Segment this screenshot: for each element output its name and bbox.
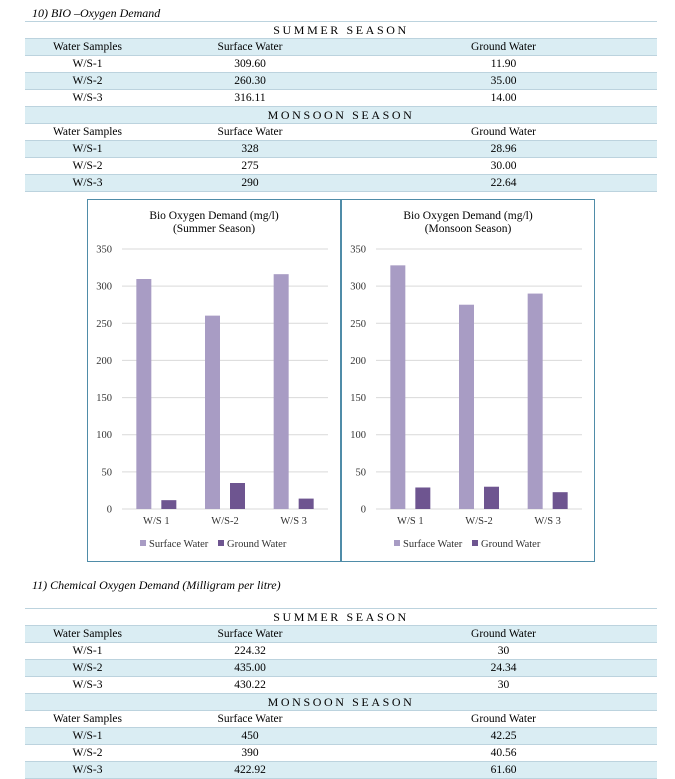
- bar-ground-water: [161, 500, 176, 509]
- sample-cell: W/S-3: [25, 677, 150, 694]
- season-row-monsoon: [25, 107, 657, 124]
- table-row: [25, 762, 657, 779]
- x-tick-label: W/S-2: [465, 516, 493, 527]
- bar-surface-water: [528, 294, 543, 509]
- surface-cell: 290: [150, 175, 350, 192]
- table-row: [25, 728, 657, 745]
- bar-ground-water: [230, 483, 245, 509]
- table-row: [25, 158, 657, 175]
- surface-cell: 390: [150, 745, 350, 762]
- cod-table: [25, 608, 657, 779]
- legend-label: Surface Water: [149, 539, 209, 550]
- sample-cell: W/S-2: [25, 158, 150, 175]
- season-row-summer: [25, 609, 657, 626]
- table-row: [25, 73, 657, 90]
- ground-cell: 24.34: [350, 660, 657, 677]
- sample-cell: W/S-1: [25, 643, 150, 660]
- sample-cell: W/S-1: [25, 56, 150, 73]
- x-tick-label: W/S 3: [534, 516, 561, 527]
- x-tick-label: W/S 1: [397, 516, 424, 527]
- bod-monsoon-chart-svg: [342, 200, 594, 561]
- surface-cell: 328: [150, 141, 350, 158]
- bar-surface-water: [136, 279, 151, 509]
- surface-cell: 435.00: [150, 660, 350, 677]
- col-header-ground: Ground Water: [350, 626, 657, 643]
- ground-cell: 30: [350, 643, 657, 660]
- legend-label: Ground Water: [227, 539, 287, 550]
- surface-cell: 450: [150, 728, 350, 745]
- bar-surface-water: [390, 265, 405, 509]
- surface-cell: 430.22: [150, 677, 350, 694]
- col-header-ground: Ground Water: [350, 124, 657, 141]
- y-tick-label: 200: [96, 355, 112, 367]
- legend-swatch: [218, 540, 224, 546]
- col-header-surface: Surface Water: [150, 124, 350, 141]
- bar-ground-water: [484, 487, 499, 509]
- table-row: [25, 90, 657, 107]
- table-row: [25, 56, 657, 73]
- section-10-heading: 10) BIO –Oxygen Demand: [32, 6, 161, 20]
- y-tick-label: 250: [96, 318, 112, 330]
- y-tick-label: 200: [350, 355, 366, 367]
- ground-cell: 22.64: [350, 175, 657, 192]
- sample-cell: W/S-3: [25, 762, 150, 779]
- chart-subtitle: (Summer Season): [172, 223, 256, 235]
- col-header-surface: Surface Water: [150, 626, 350, 643]
- col-header-samples: Water Samples: [25, 711, 150, 728]
- table-header-row: [25, 626, 657, 643]
- ground-cell: 35.00: [350, 73, 657, 90]
- season-row-summer: [25, 22, 657, 39]
- y-tick-label: 150: [350, 393, 366, 405]
- chart-title: Bio Oxygen Demand (mg/l): [403, 210, 533, 222]
- surface-cell: 316.11: [150, 90, 350, 107]
- ground-cell: 61.60: [350, 762, 657, 779]
- ground-cell: 11.90: [350, 56, 657, 73]
- y-tick-label: 350: [96, 244, 112, 256]
- chart-subtitle: (Monsoon Season): [424, 223, 512, 235]
- legend-label: Ground Water: [481, 539, 541, 550]
- bod-table: [25, 21, 657, 192]
- y-tick-label: 300: [96, 281, 112, 293]
- bar-ground-water: [553, 492, 568, 509]
- x-tick-label: W/S 3: [280, 516, 307, 527]
- surface-cell: 309.60: [150, 56, 350, 73]
- table-header-row: [25, 711, 657, 728]
- y-tick-label: 100: [96, 430, 112, 442]
- season-label: MONSOON SEASON: [25, 694, 657, 711]
- season-label: SUMMER SEASON: [25, 609, 657, 626]
- bod-monsoon-chart: [341, 199, 595, 562]
- y-tick-label: 150: [96, 393, 112, 405]
- surface-cell: 260.30: [150, 73, 350, 90]
- y-tick-label: 350: [350, 244, 366, 256]
- y-tick-label: 250: [350, 318, 366, 330]
- season-label: SUMMER SEASON: [25, 22, 657, 39]
- table-row: [25, 175, 657, 192]
- col-header-samples: Water Samples: [25, 124, 150, 141]
- col-header-samples: Water Samples: [25, 626, 150, 643]
- season-row-monsoon: [25, 694, 657, 711]
- col-header-ground: Ground Water: [350, 711, 657, 728]
- y-tick-label: 100: [350, 430, 366, 442]
- season-label: MONSOON SEASON: [25, 107, 657, 124]
- x-tick-label: W/S 1: [143, 516, 170, 527]
- legend-label: Surface Water: [403, 539, 463, 550]
- table-row: [25, 660, 657, 677]
- bar-surface-water: [274, 274, 289, 509]
- table-row: [25, 745, 657, 762]
- bar-ground-water: [415, 487, 430, 509]
- surface-cell: 275: [150, 158, 350, 175]
- col-header-ground: Ground Water: [350, 39, 657, 56]
- chart-title: Bio Oxygen Demand (mg/l): [149, 210, 279, 222]
- ground-cell: 30.00: [350, 158, 657, 175]
- bar-ground-water: [299, 499, 314, 509]
- y-tick-label: 50: [355, 467, 366, 479]
- sample-cell: W/S-2: [25, 745, 150, 762]
- surface-cell: 422.92: [150, 762, 350, 779]
- y-tick-label: 300: [350, 281, 366, 293]
- legend-swatch: [394, 540, 400, 546]
- ground-cell: 28.96: [350, 141, 657, 158]
- bar-surface-water: [205, 316, 220, 509]
- table-header-row: [25, 124, 657, 141]
- y-tick-label: 0: [360, 504, 366, 516]
- surface-cell: 224.32: [150, 643, 350, 660]
- y-tick-label: 50: [101, 467, 112, 479]
- table-row: [25, 141, 657, 158]
- sample-cell: W/S-3: [25, 175, 150, 192]
- col-header-surface: Surface Water: [150, 711, 350, 728]
- col-header-surface: Surface Water: [150, 39, 350, 56]
- y-tick-label: 0: [106, 504, 112, 516]
- ground-cell: 40.56: [350, 745, 657, 762]
- ground-cell: 14.00: [350, 90, 657, 107]
- table-row: [25, 677, 657, 694]
- legend-swatch: [472, 540, 478, 546]
- table-row: [25, 643, 657, 660]
- legend-swatch: [140, 540, 146, 546]
- sample-cell: W/S-2: [25, 660, 150, 677]
- bar-surface-water: [459, 305, 474, 509]
- sample-cell: W/S-2: [25, 73, 150, 90]
- ground-cell: 30: [350, 677, 657, 694]
- section-11-heading: 11) Chemical Oxygen Demand (Milligram per litre): [32, 578, 281, 592]
- table-header-row: [25, 39, 657, 56]
- sample-cell: W/S-3: [25, 90, 150, 107]
- x-tick-label: W/S-2: [211, 516, 239, 527]
- sample-cell: W/S-1: [25, 728, 150, 745]
- bod-summer-chart-svg: [88, 200, 340, 561]
- sample-cell: W/S-1: [25, 141, 150, 158]
- col-header-samples: Water Samples: [25, 39, 150, 56]
- bod-summer-chart: [87, 199, 341, 562]
- ground-cell: 42.25: [350, 728, 657, 745]
